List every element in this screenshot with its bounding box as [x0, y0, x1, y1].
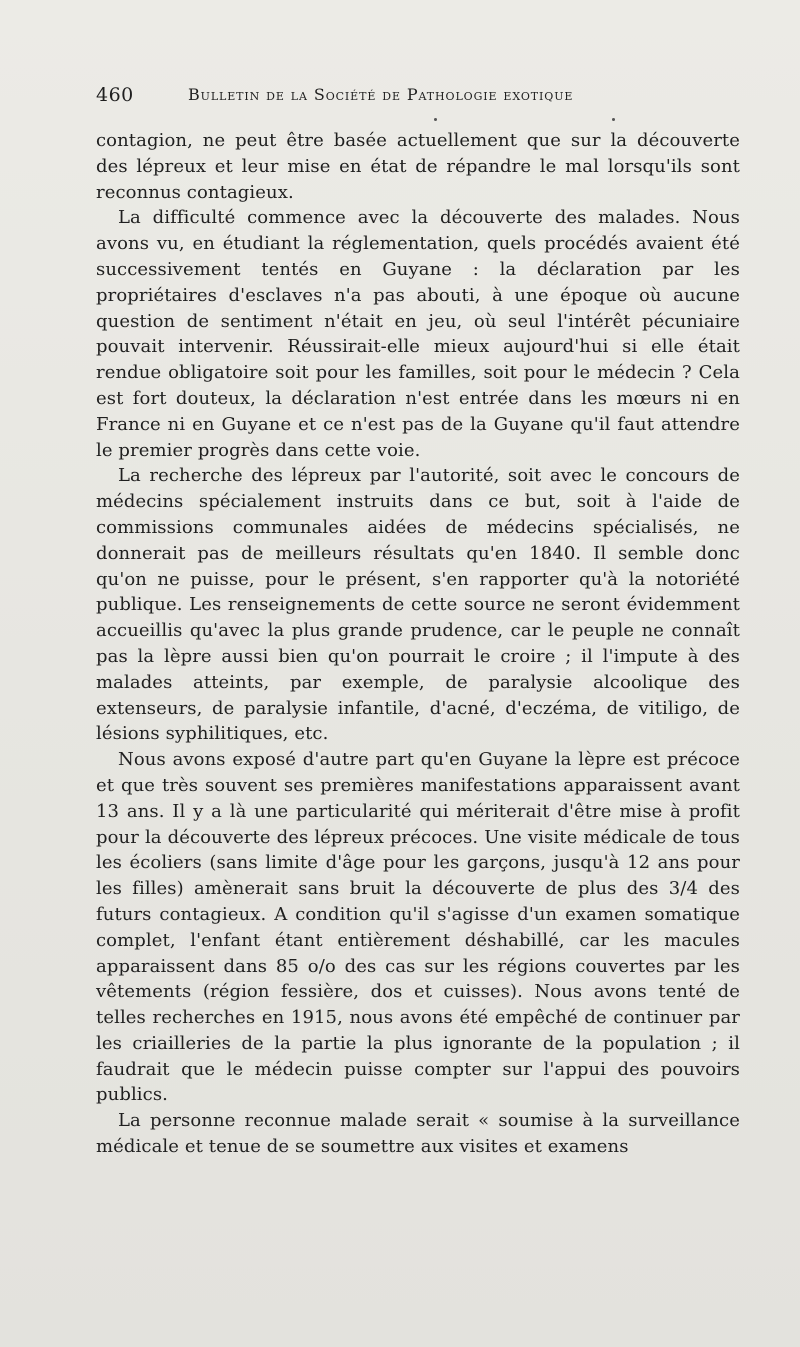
running-title: Bulletin de la Société de Pathologie exotique [188, 85, 574, 104]
paragraph-difficulty: La difficulté commence avec la découverte des malades. Nous avons vu, en étudiant la réglementation, quels procédés avaient été successivement tentés en Guyane : la déclaration par les propriétaires d'esclaves n'a pas abouti, à une époque où aucune question de sentiment n'était en jeu, où seul l'intérêt pécuniaire pouvait intervenir. Réussirait-elle mieux aujourd'hui si elle était rendue obligatoire soit pour les familles, soit pour le médecin ? Cela est fort douteux, la déclaration n'est entrée dans les mœurs ni en France ni en Guyane et ce n'est pas de la Guyane qu'il faut attendre le premier progrès dans cette voie. [96, 207, 740, 461]
paragraph-search: La recherche des lépreux par l'autorité, soit avec le concours de médecins spécialement instruits dans ce but, soit à l'aide de commissions communales aidées de médecins spécialisés, ne donnerait pas de meilleurs résultats qu'en 1840. Il semble donc qu'on ne puisse, pour le présent, s'en rapporter qu'à la notoriété publique. Les renseignements de cette source ne seront évidemment accueillis qu'avec la plus grande prudence, car le peuple ne connaît pas la lèpre aussi bien qu'on pourrait le croire ; il l'impute à des malades atteints, par exemple, de paralysie alcoolique des extenseurs, de paralysie infantile, d'acné, d'eczéma, de vitiligo, de lésions syphilitiques, etc. [96, 465, 740, 745]
paragraph-surveillance: La personne reconnue malade serait « soumise à la surveillance médicale et tenue de se soumettre aux visites et examens [96, 1110, 740, 1158]
ink-speck [434, 118, 437, 121]
paragraph-early-leprosy: Nous avons exposé d'autre part qu'en Guyane la lèpre est précoce et que très souvent ses premières manifestations apparaissent avant 13 ans. Il y a là une particularité qui mériterait d'être mise à profit pour la découverte des lépreux précoces. Une visite médicale de tous les écoliers (sans limite d'âge pour les garçons, jusqu'à 12 ans pour les filles) amènerait sans bruit la découverte de plus des 3/4 des futurs contagieux. A condition qu'il s'agisse d'un examen somatique complet, l'enfant étant entièrement déshabillé, car les macules apparaissent dans 85 o/o des cas sur les régions couvertes par les vêtements (région fessière, dos et cuisses). Nous avons tenté de telles recherches en 1915, nous avons été empêché de continuer par les criailleries de la partie la plus ignorante de la population ; il faudrait que le médecin puisse compter sur l'appui des pouvoirs publics. [96, 749, 740, 1106]
paragraph-continuation: contagion, ne peut être basée actuellement que sur la découverte des lépreux et leur mise en état de répandre le mal lorsqu'ils sont reconnus contagieux. [96, 130, 740, 203]
ink-speck [612, 118, 615, 121]
page-header [96, 84, 740, 112]
body-text [96, 128, 740, 1160]
page-number: 460 [96, 84, 134, 106]
